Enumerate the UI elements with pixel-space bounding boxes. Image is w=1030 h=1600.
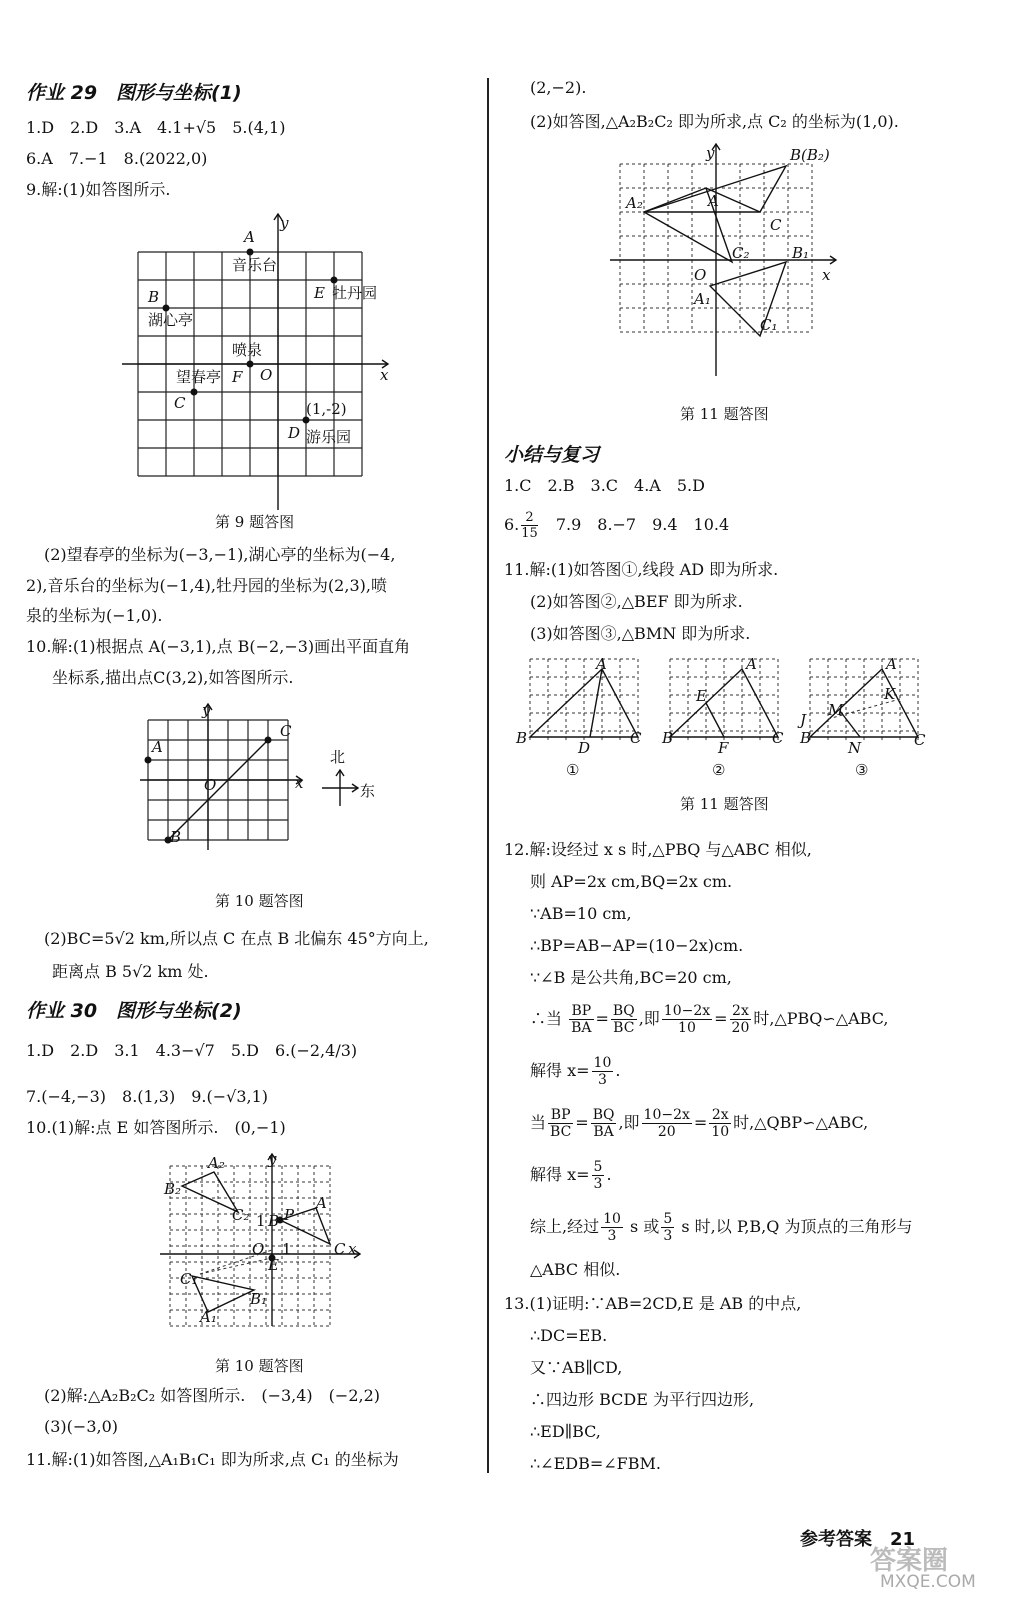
fig-label: O [260, 366, 273, 384]
fig-label: B [800, 729, 812, 747]
fraction-den: BA [571, 1020, 592, 1036]
fig-label: B [662, 729, 674, 747]
answer-line: 13.(1)证明:∵AB=2CD,E 是 AB 的中点, [504, 1294, 802, 1313]
answer-line: ∴∠EDB=∠FBM. [530, 1454, 661, 1473]
fraction-num: 10−2x [643, 1107, 690, 1123]
fig-label: F [232, 368, 243, 386]
fraction-den: 20 [657, 1124, 676, 1140]
heading-hw30: 作业 30 图形与坐标(2) [26, 1000, 242, 1022]
fig-label: 音乐台 [232, 256, 278, 274]
answer-line: 11.解:(1)如答图①,线段 AD 即为所求. [504, 560, 779, 579]
answer-line: 7.(−4,−3) 8.(1,3) 9.(−√3,1) [26, 1087, 269, 1106]
text: . [615, 1061, 621, 1080]
answer-line-fraction [530, 1211, 912, 1244]
watermark-url: MXQE.COM [880, 1572, 976, 1592]
triangle-shape [182, 1172, 238, 1212]
fig-label: C₁ [180, 1270, 198, 1288]
fig-label: C [334, 1240, 346, 1258]
answer-line: 10.解:(1)根据点 A(−3,1),点 B(−2,−3)画出平面直角 [26, 637, 411, 656]
answer-line: 坐标系,描出点C(3,2),如答图所示. [52, 668, 294, 687]
text: 时,△QBP∽△ABC, [733, 1113, 869, 1132]
fraction-num: BP [548, 1107, 573, 1124]
fig-label: 游乐园 [306, 428, 352, 446]
point-dot [247, 361, 254, 368]
fraction [592, 1159, 605, 1192]
figure-caption: 第 10 题答图 [215, 1357, 304, 1375]
fraction-num: 5 [593, 1159, 603, 1175]
text: s 或 [630, 1217, 660, 1236]
fig-label: C [630, 729, 642, 747]
answer-line: 则 AP=2x cm,BQ=2x cm. [530, 872, 733, 891]
answer-line: △ABC 相似. [530, 1260, 621, 1279]
figure-caption: 第 11 题答图 [680, 795, 769, 813]
fig-label: E [268, 1256, 279, 1274]
text: 当 [530, 1113, 547, 1132]
fraction [730, 1003, 752, 1036]
fraction-den: BC [613, 1020, 635, 1036]
fig-label: K [884, 685, 896, 703]
fig-label: A [708, 192, 719, 210]
answer-line: 6.A 7.−1 8.(2022,0) [26, 149, 208, 168]
fig-label: 东 [360, 782, 376, 800]
fraction [662, 1003, 712, 1036]
fraction-num: 2x [709, 1107, 731, 1124]
fig-label: C [174, 394, 186, 412]
fig-label: D [288, 424, 301, 442]
fig-label: B(B₂) [790, 146, 830, 164]
text: = [575, 1113, 589, 1132]
text: s 时,以 P,B,Q 为顶点的三角形与 [681, 1217, 913, 1236]
fraction-num: 10 [603, 1211, 621, 1227]
fig-label: A [152, 738, 163, 756]
fig-label: y [202, 701, 211, 719]
fig-label: y [706, 144, 715, 162]
fig-label: x [295, 774, 304, 792]
fig-label: C₂ [732, 244, 750, 262]
answer-line: (3)如答图③,△BMN 即为所求. [530, 624, 751, 643]
figure-caption: 第 10 题答图 [215, 892, 304, 910]
answer-line: 11.解:(1)如答图,△A₁B₁C₁ 即为所求,点 C₁ 的坐标为 [26, 1450, 399, 1469]
fig-label: x [348, 1240, 357, 1258]
text: 解得 x= [530, 1061, 590, 1080]
answer-line: (3)(−3,0) [44, 1417, 118, 1436]
fig-label: y [280, 214, 289, 232]
fraction-num: BP [569, 1003, 593, 1020]
fraction-num: 10 [593, 1055, 612, 1071]
fig-label: ③ [855, 761, 869, 779]
fig-label: x [822, 266, 831, 284]
fig-label: C₂ [232, 1206, 250, 1224]
fig-label: B₁ [250, 1290, 268, 1308]
text: = [595, 1009, 609, 1028]
fraction-den: 20 [731, 1020, 750, 1036]
answer-line: ∵AB=10 cm, [530, 904, 632, 923]
fig-label: B₁ [792, 244, 810, 262]
fig-label: C [770, 216, 782, 234]
fig-label: B₂ [164, 1180, 182, 1198]
figure-11b-grids [510, 655, 950, 780]
fraction-den: 3 [663, 1228, 673, 1244]
fig-label: A₂ [208, 1154, 225, 1172]
fig-label: ② [712, 761, 726, 779]
answer-line-fraction [530, 1107, 868, 1140]
fig-label: C [772, 729, 784, 747]
answer-line: 2),音乐台的坐标为(−1,4),牡丹园的坐标为(2,3),喷 [26, 576, 387, 595]
answer-line: ∴四边形 BCDE 为平行四边形, [530, 1390, 755, 1409]
answer-line: 又∵AB∥CD, [530, 1358, 623, 1377]
fraction [709, 1107, 731, 1140]
text: 综上,经过 [530, 1217, 600, 1236]
fig-label: 喷泉 [232, 341, 263, 359]
fraction-den: BA [593, 1124, 614, 1140]
fraction-num: 10−2x [663, 1003, 711, 1019]
fraction [569, 1003, 593, 1036]
fig-label: B [516, 729, 528, 747]
fig-label: (1,-2) [306, 400, 347, 418]
answer-line: 9.解:(1)如答图所示. [26, 180, 171, 199]
fraction-num: BQ [592, 1107, 615, 1123]
point-dot [191, 389, 198, 396]
fig-label: ① [566, 761, 580, 779]
answer-line: 1.D 2.D 3.1 4.3−√7 5.D 6.(−2,4/3) [26, 1041, 358, 1060]
answer-line: (2,−2). [530, 78, 587, 97]
fig-label: B [170, 828, 182, 846]
text: = [693, 1113, 708, 1132]
answer-line: (2)如答图②,△BEF 即为所求. [530, 592, 743, 611]
answer-line: ∴ED∥BC, [530, 1422, 601, 1441]
fraction [601, 1211, 623, 1244]
text: 解得 x= [530, 1165, 590, 1184]
fig-label: A₁ [200, 1308, 217, 1326]
fraction-num: 2x [730, 1003, 752, 1020]
answer-line: 10.(1)解:点 E 如答图所示. (0,−1) [26, 1118, 286, 1137]
fig-label: A [244, 228, 255, 246]
answer-line: 1.D 2.D 3.A 4.1+√5 5.(4,1) [26, 118, 286, 137]
fraction-den: 15 [521, 526, 538, 541]
fig-label: B [148, 288, 160, 306]
fig-label: C [280, 722, 292, 740]
text: 6. [504, 515, 520, 534]
watermark-logo: 答案圈 [870, 1546, 949, 1576]
segment [200, 1258, 272, 1274]
fig-label: 北 [330, 748, 346, 766]
figure-caption: 第 9 题答图 [215, 513, 295, 531]
answer-line: ∴BP=AB−AP=(10−2x)cm. [530, 936, 744, 955]
fraction-den: 10 [711, 1124, 730, 1140]
fraction-den: 3 [597, 1072, 607, 1088]
fraction-num: 2 [521, 510, 538, 526]
column-divider [487, 78, 489, 1473]
fig-label: O [204, 776, 217, 794]
fig-label: A [316, 1194, 327, 1212]
segment [168, 740, 268, 840]
answer-line: (2)解:△A₂B₂C₂ 如答图所示. (−3,4) (−2,2) [44, 1386, 381, 1405]
text: 时,△PBQ∽△ABC, [753, 1009, 889, 1028]
text: = [714, 1009, 728, 1028]
fig-label: P [284, 1206, 295, 1224]
fig-label: J [800, 711, 807, 729]
fig-label: F [718, 739, 729, 757]
fraction [661, 1211, 674, 1244]
fig-label: B [268, 1212, 280, 1230]
fraction-num: 5 [663, 1211, 673, 1227]
fraction-num: BQ [612, 1003, 635, 1019]
answer-line: (2)如答图,△A₂B₂C₂ 即为所求,点 C₂ 的坐标为(1,0). [530, 112, 899, 131]
fraction-den: 3 [607, 1228, 617, 1244]
fig-label: A [886, 655, 897, 673]
fig-label: x [380, 366, 389, 384]
point-dot [247, 249, 254, 256]
answer-line-fraction [530, 1159, 612, 1192]
answer-line: 12.解:设经过 x s 时,△PBQ 与△ABC 相似, [504, 840, 812, 859]
fig-label: C₁ [760, 316, 778, 334]
segment [706, 703, 724, 737]
text: 7.9 8.−7 9.4 10.4 [539, 515, 730, 534]
fraction [592, 1055, 614, 1088]
fig-label: O [694, 266, 707, 284]
fig-label: A [596, 655, 607, 673]
figure-11-grid [610, 140, 850, 380]
answer-line: 1.C 2.B 3.C 4.A 5.D [504, 476, 705, 495]
figure-10b-grid [160, 1150, 370, 1330]
figure-caption: 第 11 题答图 [680, 405, 769, 423]
page-footer: 参考答案 21 [800, 1529, 916, 1550]
answer-line: (2)BC=5√2 km,所以点 C 在点 B 北偏东 45°方向上, [44, 929, 429, 948]
answer-line: (2)望春亭的坐标为(−3,−1),湖心亭的坐标为(−4, [44, 545, 396, 564]
fig-label: 湖心亭 [148, 311, 194, 329]
figure-10-grid [140, 700, 390, 870]
fig-label: A [746, 655, 757, 673]
fraction-den: 3 [593, 1176, 603, 1192]
fraction-den: BC [550, 1124, 572, 1140]
answer-line-fraction [530, 1003, 889, 1036]
text: ,即 [638, 1009, 660, 1028]
answer-line: 泉的坐标为(−1,0). [26, 606, 163, 625]
fig-label: 1 [282, 1240, 292, 1258]
fig-label: A₁ [694, 290, 711, 308]
text: ,即 [618, 1113, 640, 1132]
answer-line: 距离点 B 5√2 km 处. [52, 962, 209, 981]
text: ∴当 [530, 1009, 563, 1028]
fig-label: C [914, 731, 926, 749]
fraction [611, 1003, 637, 1036]
fig-label: O [252, 1240, 265, 1258]
fig-label: 牡丹园 [332, 284, 378, 302]
fraction [591, 1107, 617, 1140]
point-dot [145, 757, 152, 764]
fraction [642, 1107, 692, 1140]
fig-label: M [828, 701, 844, 719]
fig-label: y [268, 1150, 277, 1168]
answer-line: ∵∠B 是公共角,BC=20 cm, [530, 968, 732, 987]
fraction [548, 1107, 573, 1140]
point-dot [265, 737, 272, 744]
fig-label: E [696, 687, 707, 705]
fig-label: 望春亭 [176, 368, 222, 386]
fig-label: A₂ [626, 194, 643, 212]
point-dot [331, 277, 338, 284]
heading-review: 小结与复习 [504, 444, 600, 466]
heading-hw29: 作业 29 图形与坐标(1) [26, 82, 242, 104]
fig-label: E [314, 284, 325, 302]
fig-label: 1 [256, 1212, 266, 1230]
text: . [606, 1165, 612, 1184]
answer-line-fraction [504, 510, 729, 541]
answer-line: ∴DC=EB. [530, 1326, 608, 1345]
figure-9-grid [120, 210, 400, 510]
answer-line-fraction [530, 1055, 620, 1088]
fig-label: N [848, 739, 862, 757]
fig-label: D [578, 739, 591, 757]
fraction-den: 10 [678, 1020, 696, 1036]
